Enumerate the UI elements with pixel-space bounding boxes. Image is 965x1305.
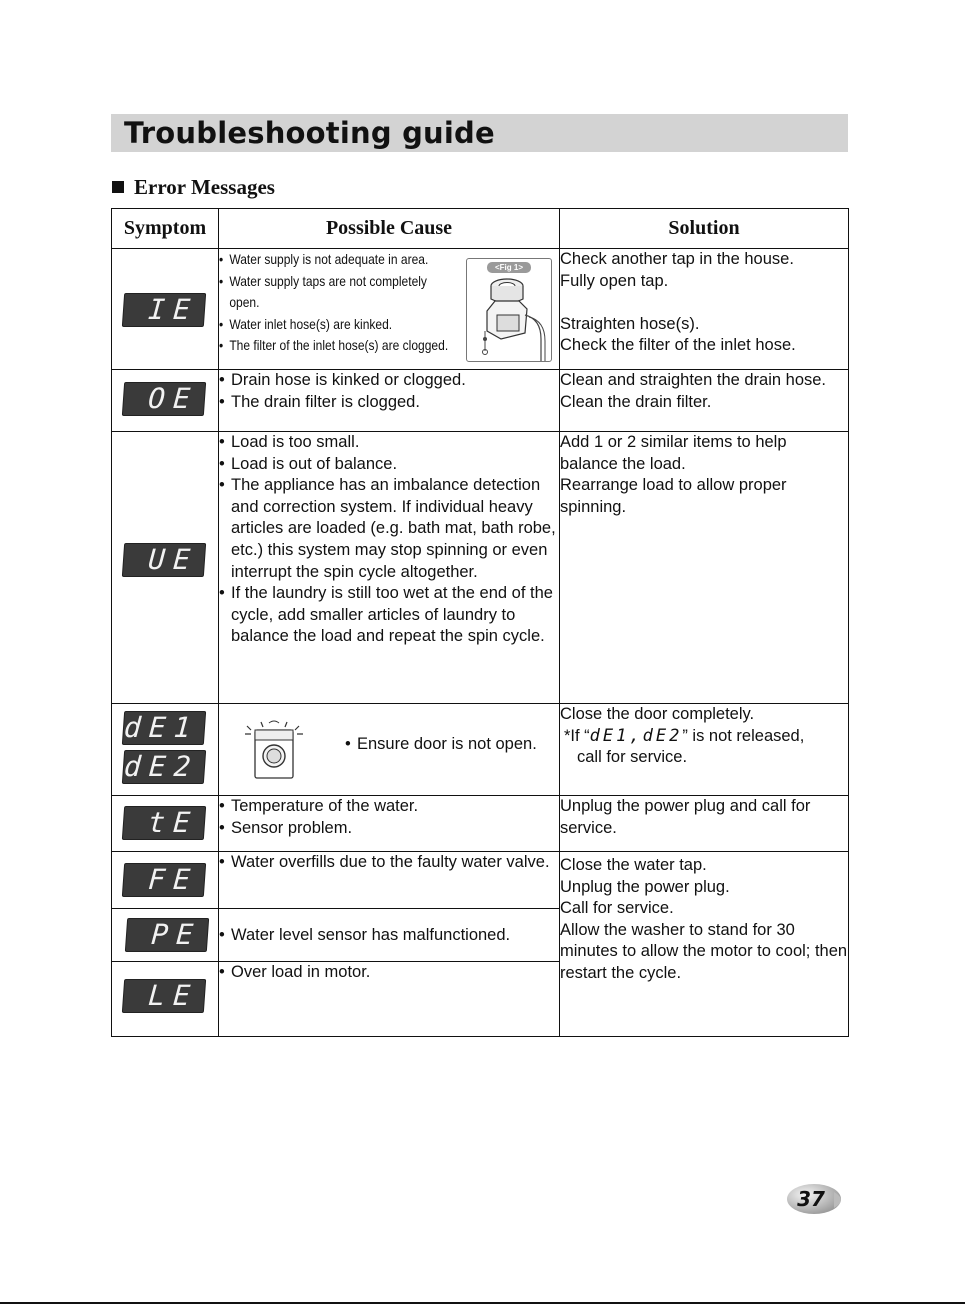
square-bullet-icon (112, 181, 124, 193)
solution-spacer (560, 292, 848, 314)
error-code-display: dE1 (122, 711, 206, 745)
cause-item: • Over load in motor. (219, 962, 559, 984)
table-row (112, 432, 849, 704)
solution-note (560, 726, 848, 748)
error-code-display: dE2 (122, 750, 206, 784)
cause-item: • Water supply taps are not completely open. (219, 271, 451, 314)
solution-line: Clean the drain filter. (560, 392, 712, 411)
solution-line: Allow the washer to stand for 30 minutes to allow the motor to cool; then restart the cycle. (560, 920, 848, 982)
cause-cell (219, 909, 560, 962)
table-row (112, 249, 849, 370)
cause-item: • The filter of the inlet hose(s) are clogged. (219, 335, 451, 357)
note-codes: dE1,dE2 (589, 725, 683, 746)
cause-cell (219, 249, 560, 370)
page-number-badge (786, 1182, 848, 1216)
cause-item: • If the laundry is still too wet at the end of the cycle, add smaller articles of laundry to balance the load and repeat the spin cycle. (219, 583, 559, 648)
cause-cell (219, 852, 560, 909)
error-table (111, 208, 849, 1037)
solution-cell (560, 249, 849, 370)
cause-item: • Sensor problem. (219, 818, 559, 840)
solution-line: Unplug the power plug and call for service. (560, 797, 811, 837)
symptom-cell (112, 909, 219, 962)
header-row (112, 209, 849, 249)
header-solution: Solution (560, 209, 849, 249)
symptom-cell (112, 249, 219, 370)
error-code-display: PE (125, 918, 209, 952)
solution-line: Rearrange load to allow proper spinning. (560, 476, 787, 516)
section-heading (112, 175, 275, 200)
note-prefix: *If “ (564, 726, 590, 745)
solution-line: Straighten hose(s). (560, 314, 700, 333)
solution-line: Clean and straighten the drain hose. (560, 371, 827, 389)
error-code-display: UE (122, 543, 206, 577)
title-bar (111, 114, 848, 152)
table-row (112, 704, 849, 796)
symptom-cell (112, 704, 219, 796)
page-number: 37 (797, 1187, 825, 1211)
symptom-cell (112, 852, 219, 909)
cause-cell (219, 962, 560, 1037)
header-symptom: Symptom (112, 209, 219, 249)
cause-item: • Ensure door is not open. (345, 734, 537, 756)
solution-line: Add 1 or 2 similar items to help balance the load. (560, 433, 787, 473)
cause-item: • Water inlet hose(s) are kinked. (219, 314, 451, 336)
cause-item: • Water level sensor has malfunctioned. (219, 925, 559, 947)
solution-cell (560, 432, 849, 704)
error-code-display: tE (122, 806, 206, 840)
solution-line: Call for service. (560, 899, 674, 918)
cause-cell (219, 432, 560, 704)
cause-item: • Drain hose is kinked or clogged. (219, 370, 559, 392)
solution-line: Close the door completely. (560, 705, 755, 723)
cause-cell (219, 704, 560, 796)
page-title: Troubleshooting guide (124, 116, 495, 150)
error-code-display: OE (122, 382, 206, 416)
solution-line: Fully open tap. (560, 271, 669, 290)
inlet-hose-filter-figure (466, 258, 552, 362)
header-cause: Possible Cause (219, 209, 560, 249)
error-code-display: LE (122, 979, 206, 1013)
bottom-rule (0, 1302, 965, 1304)
symptom-cell (112, 370, 219, 432)
figure-label: <Fig 1> (487, 262, 531, 273)
cause-item: • Load is too small. (219, 432, 559, 454)
washer-door-icon (241, 718, 311, 784)
solution-cell (560, 370, 849, 432)
table-row (112, 370, 849, 432)
symptom-cell (112, 962, 219, 1037)
cause-cell (219, 370, 560, 432)
cause-item: • Load is out of balance. (219, 454, 559, 476)
solution-line: Check another tap in the house. (560, 250, 794, 268)
solution-line: Check the filter of the inlet hose. (560, 336, 796, 355)
solution-cell (560, 704, 849, 796)
table-row (112, 796, 849, 852)
solution-line: Unplug the power plug. (560, 877, 730, 896)
table-row (112, 852, 849, 909)
cause-item: • The appliance has an imbalance detection and correction system. If individual heavy articles are loaded (e.g. bath mat, bath robe, etc.) this system may stop spinning or even interrupt the spin cycle altogether. (219, 475, 559, 583)
error-code-display: IE (122, 293, 206, 327)
solution-line: Close the water tap. (560, 856, 707, 874)
symptom-cell (112, 432, 219, 704)
symptom-cell (112, 796, 219, 852)
cause-item: • Temperature of the water. (219, 796, 559, 818)
note-suffix: ” is not released, (682, 726, 805, 745)
shared-solution-cell (560, 852, 849, 1037)
cause-item: • Water overfills due to the faulty water valve. (219, 852, 559, 874)
section-heading-text: Error Messages (134, 175, 275, 199)
solution-cell (560, 796, 849, 852)
cause-cell (219, 796, 560, 852)
error-code-display: FE (122, 863, 206, 897)
cause-item: • Water supply is not adequate in area. (219, 249, 451, 271)
hose-filter-icon (467, 259, 551, 361)
solution-line: call for service. (577, 748, 688, 767)
cause-item: • The drain filter is clogged. (219, 392, 559, 414)
